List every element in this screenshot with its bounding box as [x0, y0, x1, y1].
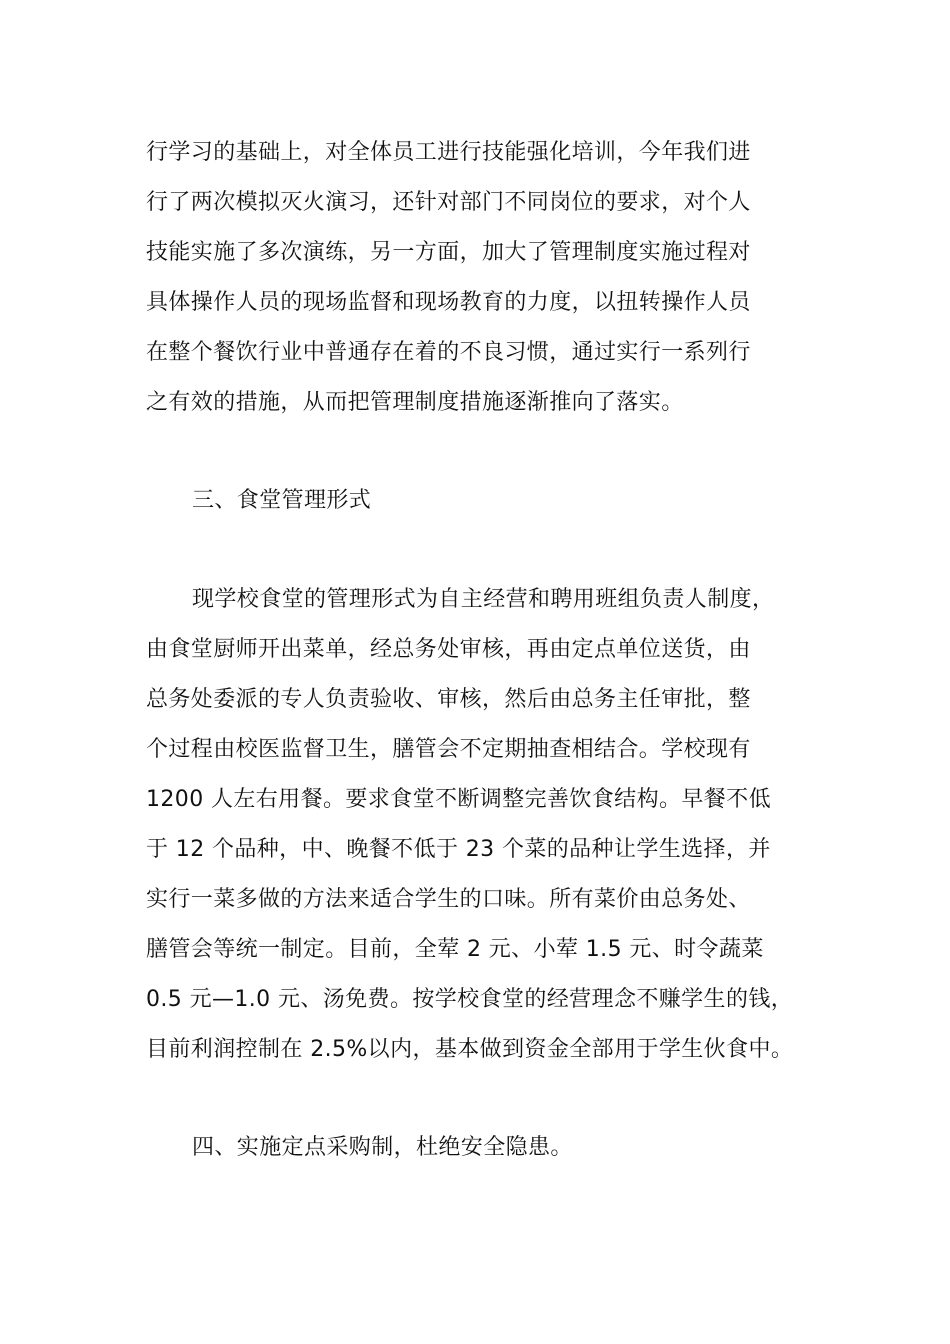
- paragraph-line: 具体操作人员的现场监督和现场教育的力度，以扭转操作人员: [146, 290, 751, 315]
- paragraph-line: 在整个餐饮行业中普通存在着的不良习惯，通过实行一系列行: [146, 340, 751, 365]
- paragraph-line: 1200 人左右用餐。要求食堂不断调整完善饮食结构。早餐不低: [146, 787, 771, 812]
- paragraph-line: 于 12 个品种，中、晚餐不低于 23 个菜的品种让学生选择，并: [146, 837, 771, 862]
- paragraph-line: 由食堂厨师开出菜单，经总务处审核，再由定点单位送货，由: [146, 637, 751, 662]
- paragraph-line: 现学校食堂的管理形式为自主经营和聘用班组负责人制度，: [192, 587, 775, 612]
- paragraph-line: 0.5 元—1.0 元、汤免费。按学校食堂的经营理念不赚学生的钱，: [146, 987, 794, 1012]
- paragraph-line: 总务处委派的专人负责验收、审核，然后由总务主任审批，整: [146, 687, 751, 712]
- section-heading: 三、食堂管理形式: [192, 488, 372, 513]
- paragraph-line: 行学习的基础上，对全体员工进行技能强化培训，今年我们进: [146, 140, 751, 165]
- paragraph-line: 实行一菜多做的方法来适合学生的口味。所有菜价由总务处、: [146, 887, 751, 912]
- paragraph-line: 之有效的措施，从而把管理制度措施逐渐推向了落实。: [146, 390, 684, 415]
- paragraph-line: 个过程由校医监督卫生，膳管会不定期抽查相结合。学校现有: [146, 737, 751, 762]
- paragraph-line: 目前利润控制在 2.5%以内，基本做到资金全部用于学生伙食中。: [146, 1037, 794, 1062]
- paragraph-line: 技能实施了多次演练，另一方面，加大了管理制度实施过程对: [146, 240, 751, 265]
- paragraph-line: 行了两次模拟灭火演习，还针对部门不同岗位的要求，对个人: [146, 190, 751, 215]
- section-heading: 四、实施定点采购制，杜绝安全隐患。: [192, 1135, 573, 1160]
- paragraph-line: 膳管会等统一制定。目前，全荤 2 元、小荤 1.5 元、时令蔬菜: [146, 937, 764, 962]
